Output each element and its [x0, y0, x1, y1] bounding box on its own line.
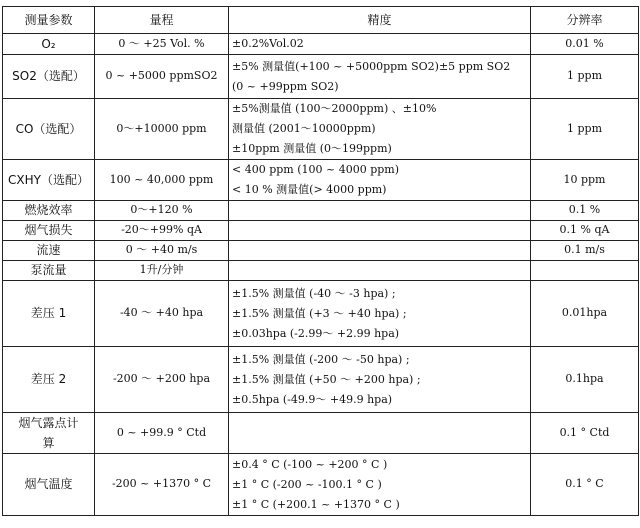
spec-table — [2, 6, 639, 516]
range-cell: -40 ～ +40 hpa — [95, 281, 229, 347]
range-cell: 0 ~ +99.9 ° Ctd — [95, 413, 229, 454]
range-cell: 0 ～ +40 m/s — [95, 241, 229, 261]
accuracy-cell — [229, 241, 531, 261]
param-cell: 差压 2 — [3, 347, 95, 413]
range-cell: -20～+99% qA — [95, 221, 229, 241]
accuracy-cell — [229, 221, 531, 241]
table-row — [3, 201, 639, 221]
accuracy-line: ±1.5% 测量值 (+50 ～ +200 hpa) ; — [232, 372, 421, 386]
accuracy-line: ±1.5% 测量值 (+3 ～ +40 hpa) ; — [232, 306, 407, 320]
table-row — [3, 221, 639, 241]
range-cell: -200 ～ +200 hpa — [95, 347, 229, 413]
param-cell: 泵流量 — [3, 261, 95, 281]
accuracy-line: < 400 ppm (100 ~ 4000 ppm) — [232, 163, 400, 176]
resolution-cell: 0.1 ° C — [531, 454, 639, 516]
resolution-cell: 1 ppm — [531, 99, 639, 160]
resolution-cell: 10 ppm — [531, 160, 639, 201]
param-cell: 差压 1 — [3, 281, 95, 347]
table-row — [3, 347, 639, 413]
accuracy-line: ±1.5% 测量值 (-200 ～ -50 hpa) ; — [232, 352, 410, 366]
accuracy-cell — [229, 454, 531, 516]
table-row — [3, 241, 639, 261]
accuracy-line: 测量值 (2001～10000ppm) — [232, 122, 376, 135]
header-resolution: 分辨率 — [531, 7, 639, 34]
range-cell: -200 ~ +1370 ° C — [95, 454, 229, 516]
accuracy-line: ±5% 测量值(+100 ~ +5000ppm SO2)±5 ppm SO2 — [232, 59, 511, 73]
resolution-cell: 0.1hpa — [531, 347, 639, 413]
table-row — [3, 55, 639, 99]
resolution-cell: 0.1 % qA — [531, 221, 639, 241]
param-cell: SO2（选配） — [3, 55, 95, 99]
accuracy-line: ±0.5hpa (-49.9～ +49.9 hpa) — [232, 392, 393, 406]
table-row — [3, 261, 639, 281]
accuracy-cell — [229, 347, 531, 413]
accuracy-cell — [229, 413, 531, 454]
table-row — [3, 34, 639, 55]
accuracy-line: < 10 % 测量值(> 4000 ppm) — [232, 183, 387, 196]
table-row — [3, 454, 639, 516]
accuracy-line: ±0.03hpa (-2.99～ +2.99 hpa) — [232, 326, 400, 340]
resolution-cell: 0.1 % — [531, 201, 639, 221]
resolution-cell: 0.1 m/s — [531, 241, 639, 261]
accuracy-line: (0 ~ +99ppm SO2) — [232, 79, 339, 93]
header-row — [3, 7, 639, 34]
range-cell: 0～+120 % — [95, 201, 229, 221]
param-cell: CO（选配） — [3, 99, 95, 160]
accuracy-line: ±1 ° C (+200.1 ~ +1370 ° C ) — [232, 497, 400, 511]
resolution-cell: 0.01 % — [531, 34, 639, 55]
accuracy-cell — [229, 99, 531, 160]
param-cell: O₂ — [3, 34, 95, 55]
resolution-cell: 0.1 ° Ctd — [531, 413, 639, 454]
table-row — [3, 99, 639, 160]
table-body — [3, 34, 639, 516]
table-row — [3, 413, 639, 454]
param-cell: 烟气露点计 算 — [3, 413, 95, 454]
resolution-cell: 1 ppm — [531, 55, 639, 99]
accuracy-cell — [229, 160, 531, 201]
accuracy-line: ±0.2%Vol.02 — [232, 37, 304, 50]
accuracy-cell — [229, 261, 531, 281]
header-accuracy: 精度 — [229, 7, 531, 34]
accuracy-cell — [229, 55, 531, 99]
accuracy-cell — [229, 34, 531, 55]
range-cell: 0 ～ +25 Vol. % — [95, 34, 229, 55]
param-cell: 烟气损失 — [3, 221, 95, 241]
range-cell: 100 ~ 40,000 ppm — [95, 160, 229, 201]
header-param: 测量参数 — [3, 7, 95, 34]
accuracy-line: ±5%测量值 (100～2000ppm) 、±10% — [232, 102, 437, 115]
resolution-cell — [531, 261, 639, 281]
header-range: 量程 — [95, 7, 229, 34]
accuracy-line: ±1 ° C (-200 ~ -100.1 ° C ) — [232, 477, 382, 491]
range-cell: 0 ~ +5000 ppmSO2 — [95, 55, 229, 99]
param-cell: 烟气温度 — [3, 454, 95, 516]
param-cell: 流速 — [3, 241, 95, 261]
accuracy-cell — [229, 201, 531, 221]
param-cell: CXHY（选配） — [3, 160, 95, 201]
param-cell: 燃烧效率 — [3, 201, 95, 221]
resolution-cell: 0.01hpa — [531, 281, 639, 347]
table-row — [3, 160, 639, 201]
range-cell: 1升/分钟 — [95, 261, 229, 281]
accuracy-line: ±0.4 ° C (-100 ~ +200 ° C ) — [232, 457, 388, 471]
accuracy-line: ±10ppm 测量值 (0～199ppm) — [232, 142, 392, 155]
accuracy-cell — [229, 281, 531, 347]
accuracy-line: ±1.5% 测量值 (-40 ～ -3 hpa) ; — [232, 286, 396, 300]
table-row — [3, 281, 639, 347]
range-cell: 0～+10000 ppm — [95, 99, 229, 160]
